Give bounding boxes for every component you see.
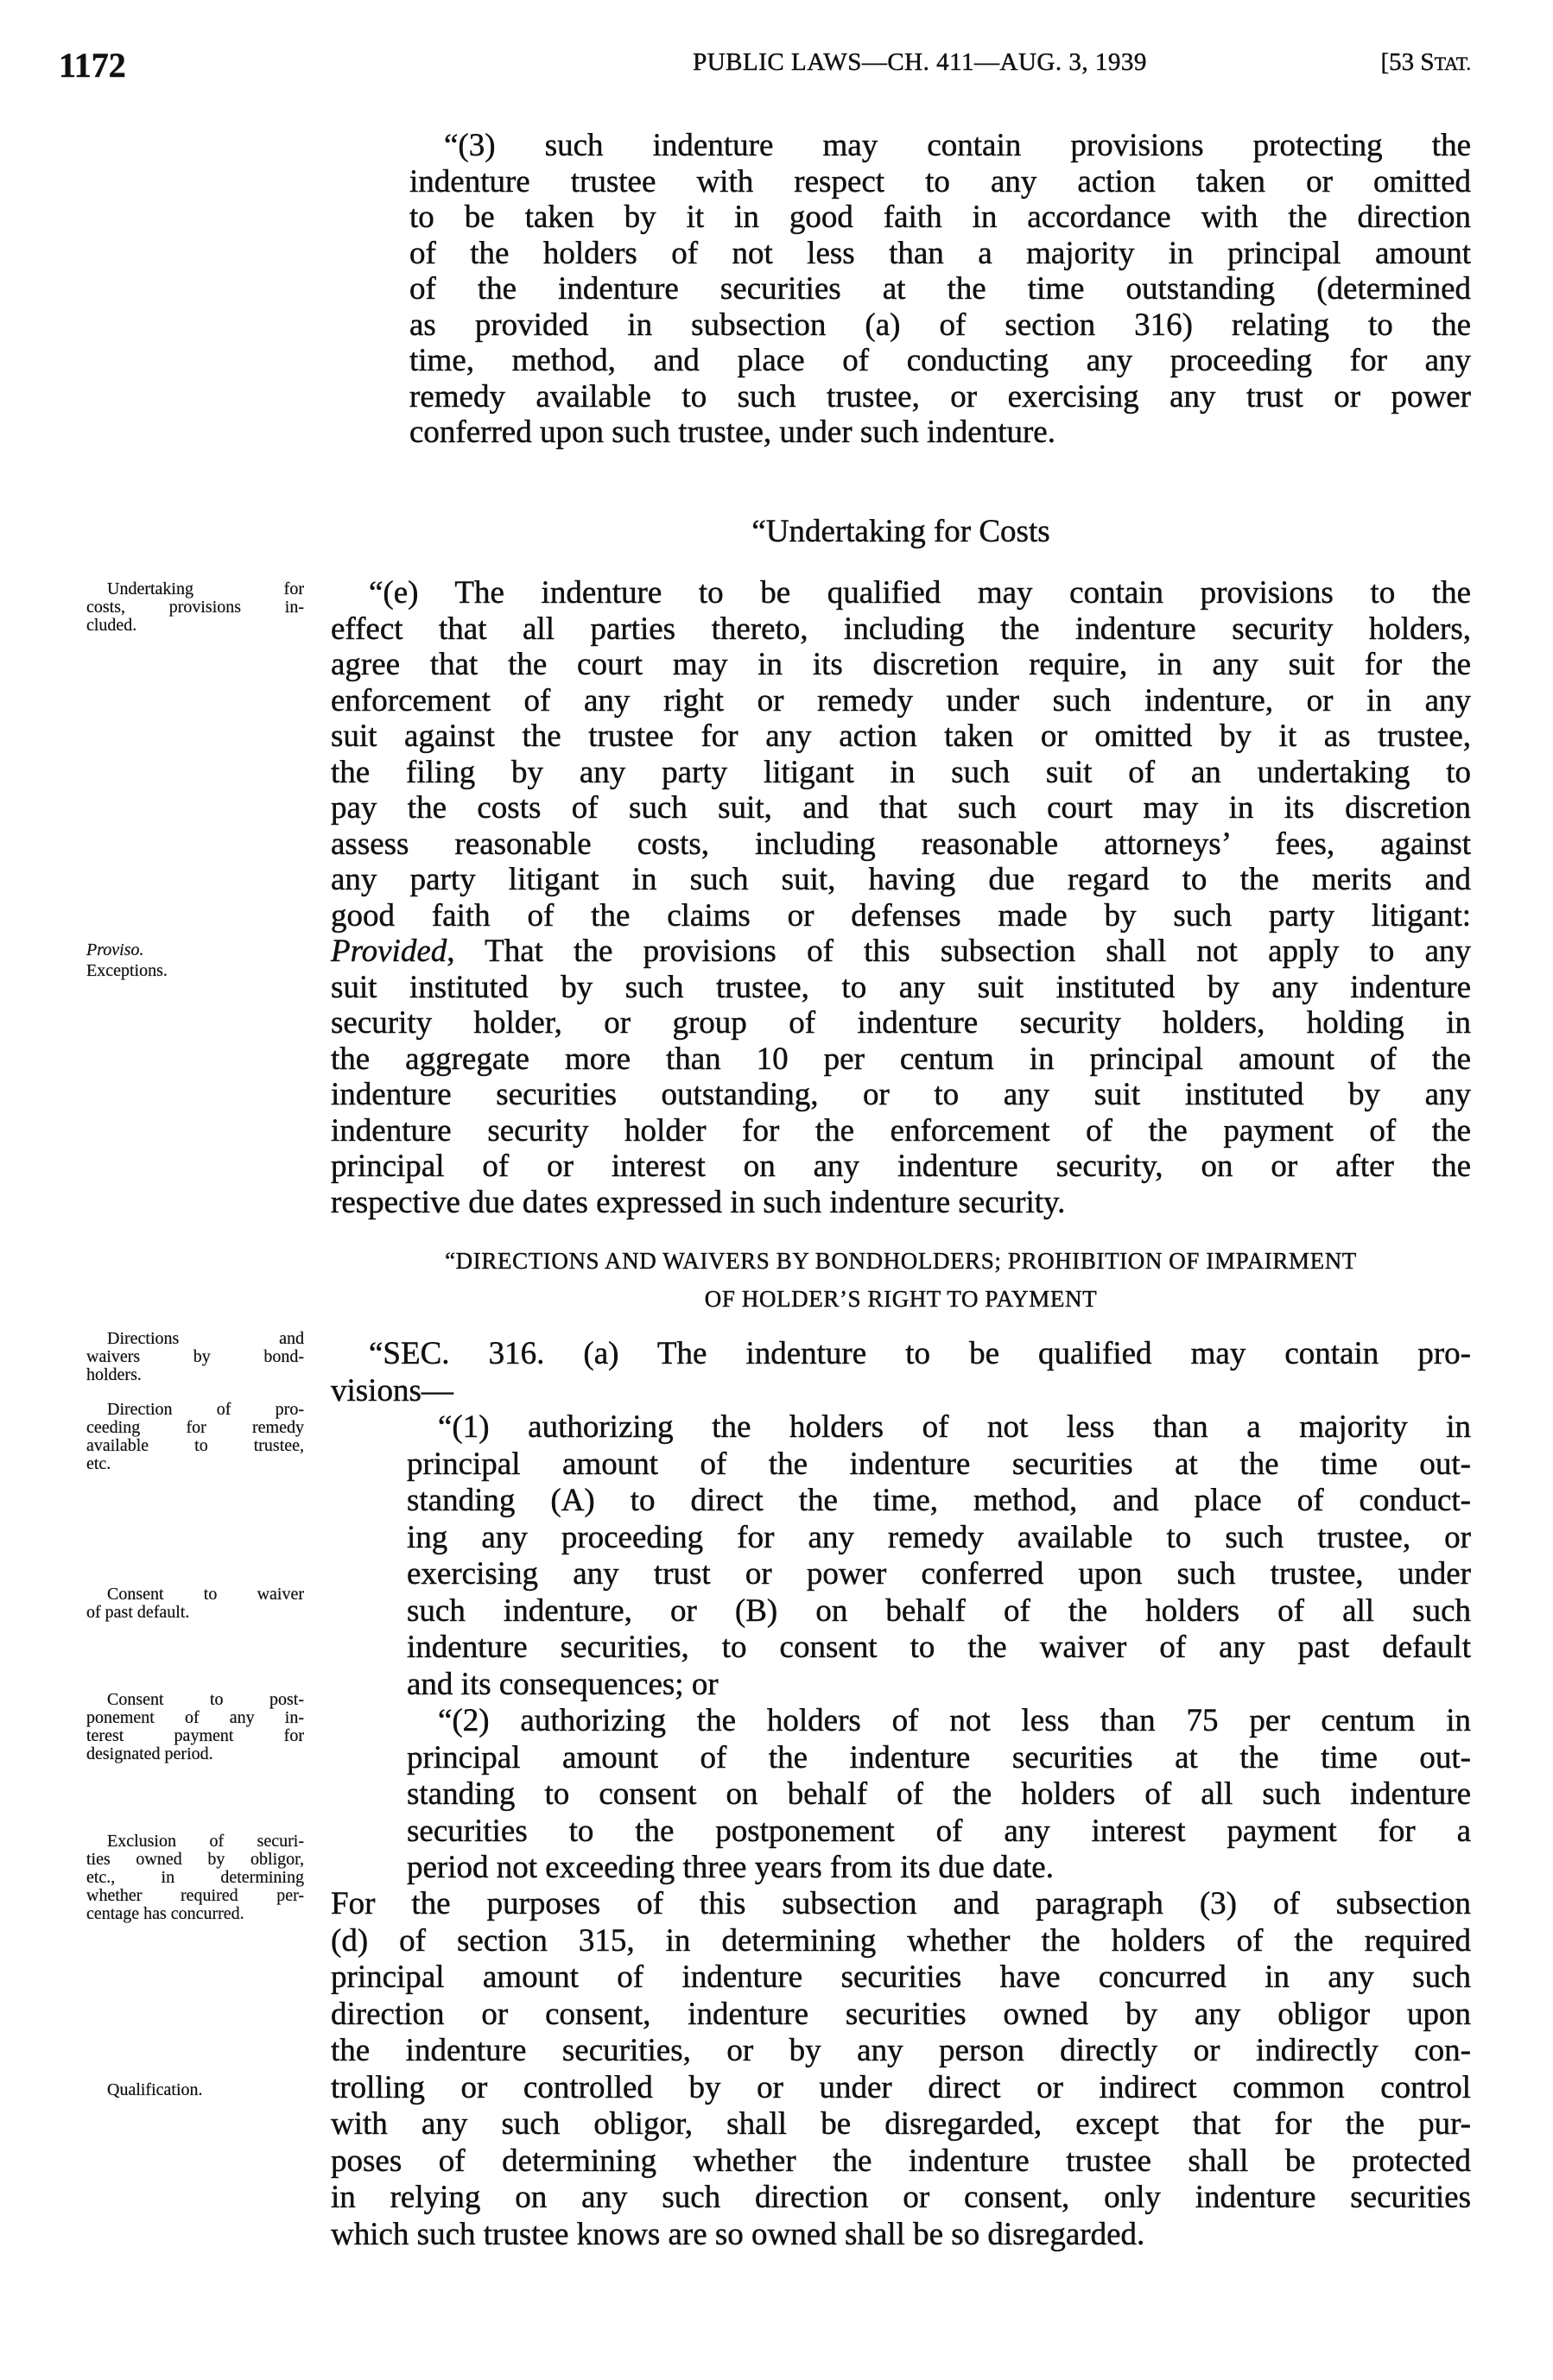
text-line: indenture trustee with respect to any action taken or omitted (409, 163, 1471, 199)
paragraph-e (331, 575, 1471, 1220)
statute-abbrev: TAT. (1434, 53, 1471, 74)
section-316-heading-line-2: OF HOLDER’S RIGHT TO PAYMENT (704, 1286, 1098, 1312)
text-line: “(2) authorizing the holders of not less than 75 per centum in (438, 1703, 1471, 1738)
text-line: principal amount of the indenture securities at the time out- (407, 1446, 1471, 1482)
text-line: of the indenture securities at the time outstanding (determined (409, 271, 1471, 307)
text-line: ing any proceeding for any remedy available to such trustee, or (407, 1519, 1471, 1555)
text-line: “(3) such indenture may contain provisions protecting the (444, 128, 1471, 163)
text-line: designated period. (86, 1744, 213, 1763)
text-line: which such trustee knows are so owned shall be so disregarded. (331, 2216, 1145, 2252)
text-line: with any such obligor, shall be disregarded, except that for the pur- (331, 2106, 1471, 2142)
text-line: remedy available to such trustee, or exercising any trust or power (409, 378, 1471, 415)
text-line: indenture securities, to consent to the waiver of any past default (407, 1630, 1471, 1665)
margin-note-consent-postponement (86, 1691, 304, 1763)
text-line: security holder, or group of indenture security holders, holding in (331, 1005, 1471, 1041)
section-316-heading (331, 1242, 1471, 1318)
text-line: indenture securities outstanding, or to any suit instituted by any (331, 1077, 1471, 1112)
text-line: pay the costs of such suit, and that such court may in its discretion (331, 790, 1471, 826)
text-line: Exceptions. (86, 961, 168, 980)
paragraph-3 (409, 128, 1471, 451)
text-line: effect that all parties thereto, including the indenture security holders, (331, 611, 1471, 647)
text-line: enforcement of any right or remedy under such indenture, or in any (331, 682, 1471, 718)
text-line: holders. (86, 1365, 142, 1384)
text-line: Exclusion of securi- (107, 1832, 304, 1851)
statute-reference (1381, 48, 1471, 77)
text-line: principal of or interest on any indenture security, on or after the (331, 1149, 1471, 1184)
text-line: For the purposes of this subsection and paragraph (3) of subsection (331, 1886, 1471, 1921)
text-line: Proviso. (86, 940, 144, 959)
text-line: such indenture, or (B) on behalf of the holders of all such (407, 1592, 1471, 1629)
text-line: whether required per- (86, 1886, 304, 1905)
page-number: 1172 (59, 46, 126, 85)
margin-note-proviso (86, 941, 304, 959)
text-line: the filing by any party litigant in such suit of an undertaking to (331, 754, 1471, 790)
text-line: exercising any trust or power conferred upon such trustee, under (407, 1556, 1471, 1592)
text-line: conferred upon such trustee, under such indenture. (409, 415, 1055, 450)
text-line: principal amount of indenture securities have concurred in any such (331, 1959, 1471, 1995)
text-line: etc., in determining (86, 1868, 304, 1887)
text-line: period not exceeding three years from its due date. (407, 1850, 1054, 1885)
text-line: Consent to post- (107, 1690, 304, 1709)
section-316-heading-line-1: “DIRECTIONS AND WAIVERS BY BONDHOLDERS; PROHIBITION OF IMPAIRMENT (445, 1248, 1357, 1274)
text-line: standing (A) to direct the time, method, and place of conduct- (407, 1483, 1471, 1518)
text-line: ponement of any in- (86, 1708, 304, 1727)
text-line: principal amount of the indenture securities at the time out- (407, 1739, 1471, 1776)
text-line: centage has concurred. (86, 1904, 244, 1923)
text-line: agree that the court may in its discretion require, in any suit for the (331, 647, 1471, 682)
text-line: of past default. (86, 1603, 190, 1622)
text-line: Consent to waiver (107, 1585, 304, 1604)
text-line: direction or consent, indenture securities owned by any obligor upon (331, 1996, 1471, 2032)
proviso-word: Provided (331, 934, 447, 969)
text-line: time, method, and place of conducting any proceeding for any (409, 343, 1471, 378)
running-title: PUBLIC LAWS—CH. 411—AUG. 3, 1939 (693, 48, 1147, 76)
text-line: Provided, That the provisions of this subsection shall not apply to any (331, 934, 1471, 969)
text-line: securities to the postponement of any interest payment for a (407, 1813, 1471, 1849)
text-line: available to trustee, (86, 1436, 304, 1455)
text-line: to be taken by it in good faith in accordance with the direction (409, 199, 1471, 235)
text-line: the indenture securities, or by any person directly or indirectly con- (331, 2033, 1471, 2068)
subsection-2 (407, 1703, 1471, 1887)
text-line: respective due dates expressed in such indenture security. (331, 1184, 1066, 1220)
text-line: “SEC. 316. (a) The indenture to be qualified may contain pro- (369, 1336, 1471, 1371)
section-heading-undertaking-for-costs: “Undertaking for Costs (751, 514, 1050, 549)
text-line: “(e) The indenture to be qualified may contain provisions to the (369, 575, 1471, 611)
text-line: ceeding for remedy (86, 1418, 304, 1437)
text-line: costs, provisions in- (86, 598, 304, 617)
margin-note-exceptions (86, 962, 304, 980)
text-line: assess reasonable costs, including reasonable attorneys’ fees, against (331, 826, 1471, 862)
text-line: any party litigant in such suit, having due regard to the merits and (331, 862, 1471, 897)
text-line: (d) of section 315, in determining whether the holders of the required (331, 1922, 1471, 1959)
margin-note-qualification (86, 2081, 304, 2099)
text-line: visions— (331, 1372, 453, 1408)
text-line: poses of determining whether the indenture trustee shall be protected (331, 2143, 1471, 2179)
section-316-intro (331, 1336, 1471, 1409)
text-line: good faith of the claims or defenses made by such party litigant: (331, 897, 1471, 934)
margin-note-consent-waiver (86, 1586, 304, 1622)
text-line: etc. (86, 1454, 111, 1473)
text-line: as provided in subsection (a) of section 316) relating to the (409, 307, 1471, 343)
purposes-paragraph (331, 1886, 1471, 2253)
margin-note-exclusion (86, 1832, 304, 1923)
text-line: the aggregate more than 10 per centum in principal amount of the (331, 1041, 1471, 1077)
statute-volume: [53 S (1380, 48, 1435, 76)
subsection-1 (407, 1409, 1471, 1703)
text-line: waivers by bond- (86, 1347, 304, 1366)
text-line: in relying on any such direction or consent, only indenture securities (331, 2180, 1471, 2215)
text-line: “(1) authorizing the holders of not less than a majority in (438, 1409, 1471, 1445)
text-line: terest payment for (86, 1726, 304, 1745)
text-line: indenture security holder for the enforcement of the payment of the (331, 1112, 1471, 1149)
text-line: cluded. (86, 616, 137, 635)
margin-note-undertaking (86, 580, 304, 635)
text-line: Direction of pro- (107, 1400, 304, 1419)
text-line: standing to consent on behalf of the holders of all such indenture (407, 1776, 1471, 1812)
text-line: Undertaking for (107, 579, 304, 598)
text-line: and its consequences; or (407, 1666, 719, 1702)
margin-note-directions (86, 1330, 304, 1384)
text-line: Directions and (107, 1329, 304, 1348)
text-line: Qualification. (107, 2080, 203, 2099)
text-line: suit against the trustee for any action taken or omitted by it as trustee, (331, 718, 1471, 754)
text-line: ties owned by obligor, (86, 1850, 304, 1869)
text-line: trolling or controlled by or under direct or indirect common control (331, 2069, 1471, 2105)
margin-note-direction-proceeding (86, 1401, 304, 1473)
text-line: of the holders of not less than a majority in principal amount (409, 235, 1471, 271)
text-line: suit instituted by such trustee, to any suit instituted by any indenture (331, 969, 1471, 1005)
